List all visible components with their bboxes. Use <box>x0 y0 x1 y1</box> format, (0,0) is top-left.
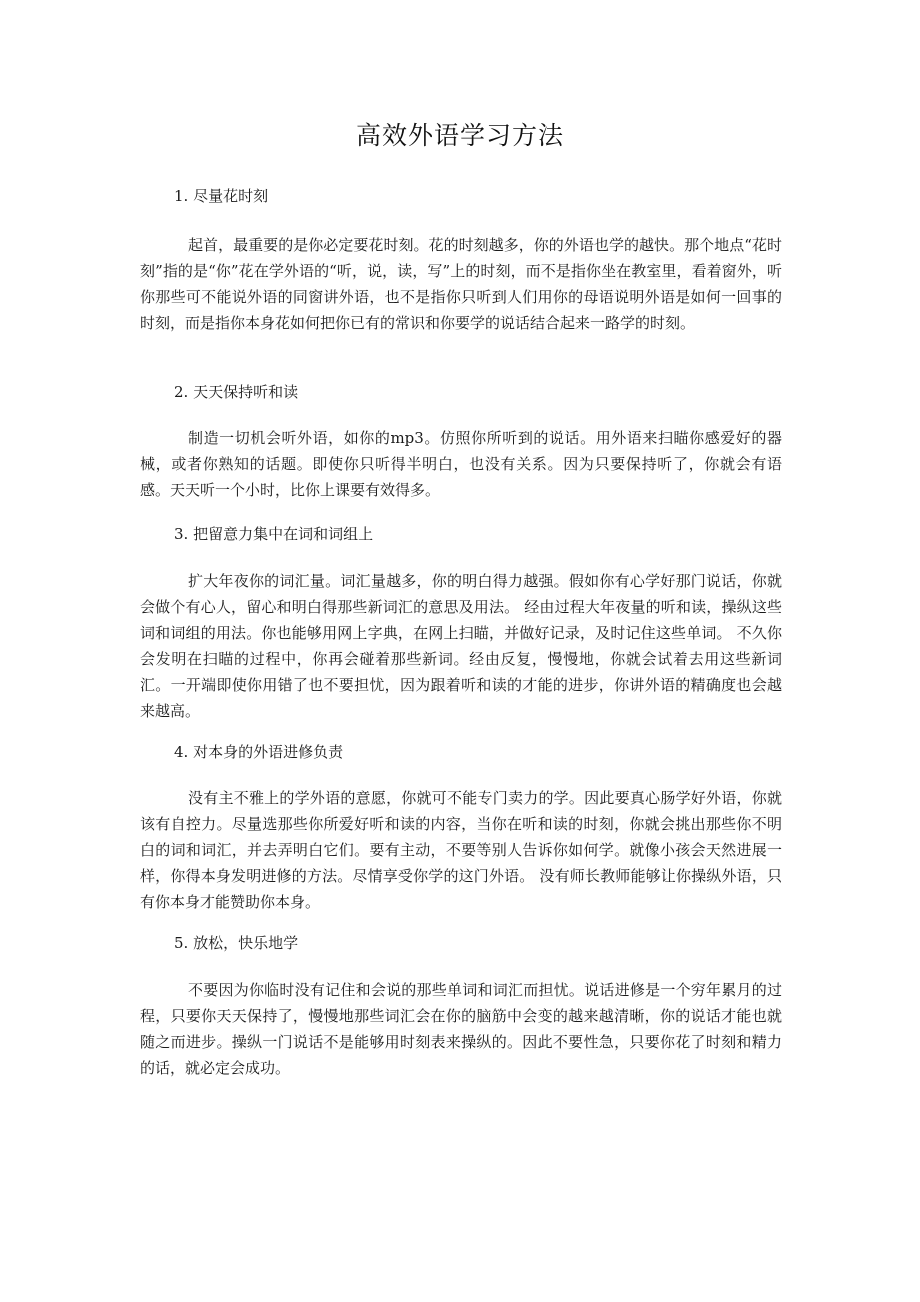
section-heading-1: 1. 尽量花时刻 <box>174 187 269 205</box>
section-heading-5: 5. 放松，快乐地学 <box>174 934 299 952</box>
section-heading-2: 2. 天天保持听和读 <box>174 383 299 401</box>
document-title: 高效外语学习方法 <box>355 121 564 150</box>
section-paragraph-1: 起首，最重要的是你必定要花时刻。花的时刻越多，你的外语也学的越快。那个地点“花时刻”指的是“你”花在学外语的“听，说，读，写”上的时刻，而不是指你坐在教室里，看着窗外，听你那些可不能说外语的同窗讲外语，也不是指你只听到人们用你的母语说明外语是如何一回事的时刻，而是指你本身花如何把你已有的常识和你要学的说话结合起来一路学的时刻。 <box>140 236 782 332</box>
section-paragraph-2: 制造一切机会听外语，如你的mp3。仿照你所听到的说话。用外语来扫瞄你感爱好的器械，或者你熟知的话题。即使你只听得半明白，也没有关系。因为只要保持听了，你就会有语感。天天听一个小时，比你上课要有效得多。 <box>140 429 782 499</box>
section-paragraph-3: 扩大年夜你的词汇量。词汇量越多，你的明白得力越强。假如你有心学好那门说话，你就会做个有心人，留心和明白得那些新词汇的意思及用法。 经由过程大年夜量的听和读，操纵这些词和词组的用法。你也能够用网上字典，在网上扫瞄，并做好记录，及时记住这些单词。 不久你会发明在扫瞄的过程中，你再会碰着那些新词。经由反复，慢慢地，你就会试着去用这些新词汇。一开端即使你用错了也不要担忧，因为跟着听和读的才能的进步，你讲外语的精确度也会越来越高。 <box>140 572 782 720</box>
section-paragraph-4: 没有主不雅上的学外语的意愿，你就可不能专门卖力的学。因此要真心肠学好外语，你就该有自控力。尽量选那些你所爱好听和读的内容，当你在听和读的时刻，你就会挑出那些你不明白的词和词汇，并去弄明白它们。要有主动，不要等别人告诉你如何学。就像小孩会天然进展一样，你得本身发明进修的方法。尽情享受你学的这门外语。 没有师长教师能够让你操纵外语，只有你本身才能赞助你本身。 <box>140 789 782 911</box>
section-paragraph-5: 不要因为你临时没有记住和会说的那些单词和词汇而担忧。说话进修是一个穷年累月的过程，只要你天天保持了，慢慢地那些词汇会在你的脑筋中会变的越来越清晰，你的说话才能也就随之而进步。操纵一门说话不是能够用时刻表来操纵的。因此不要性急，只要你花了时刻和精力的话，就必定会成功。 <box>140 981 782 1077</box>
section-heading-3: 3. 把留意力集中在词和词组上 <box>174 525 374 543</box>
section-heading-4: 4. 对本身的外语进修负责 <box>174 743 344 761</box>
